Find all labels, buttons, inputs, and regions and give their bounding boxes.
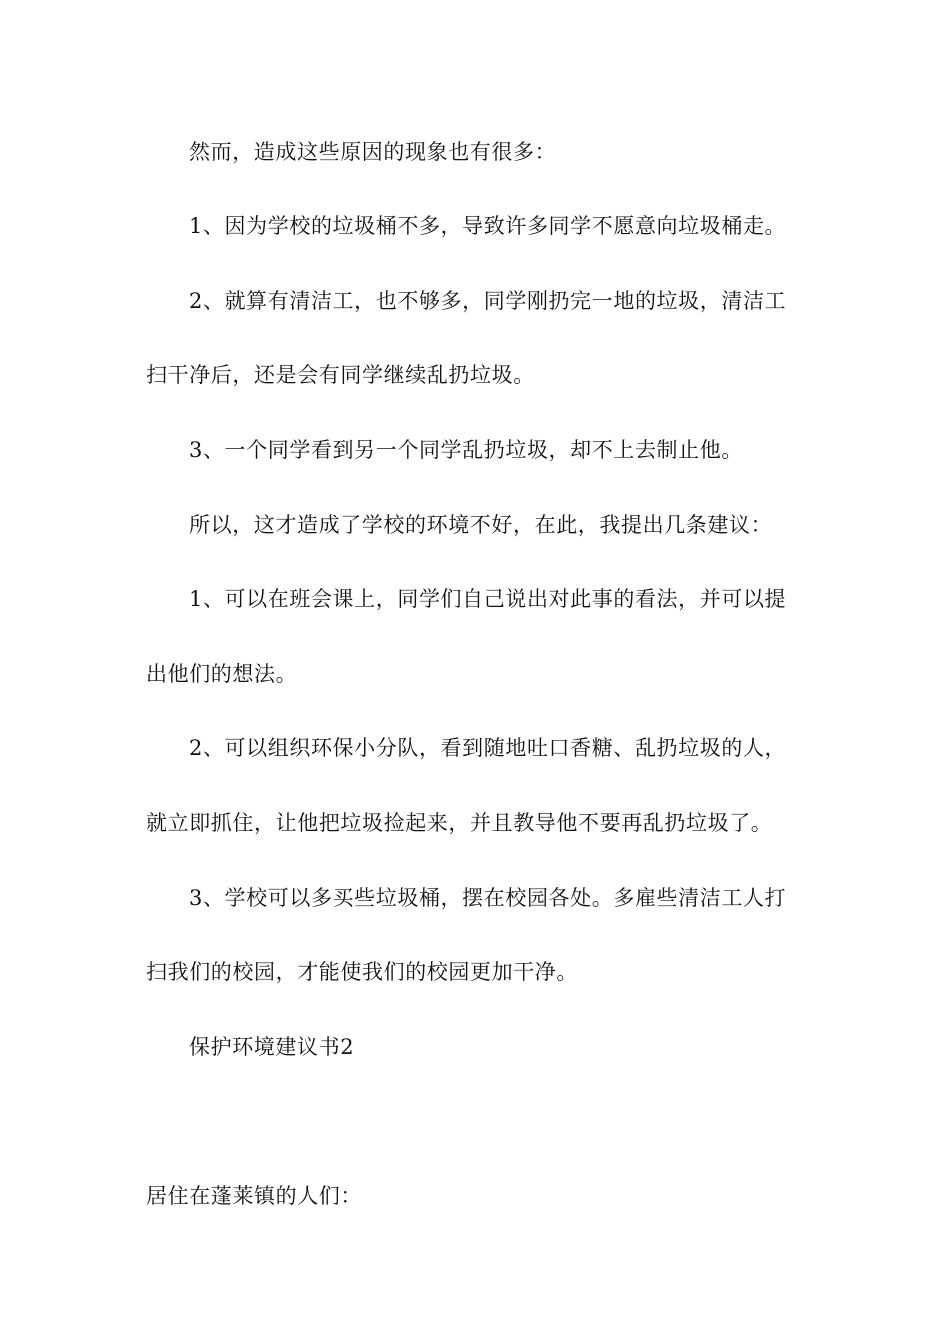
paragraph-line: 3、一个同学看到另一个同学乱扔垃圾，却不上去制止他。 — [189, 438, 743, 462]
salutation: 居住在蓬莱镇的人们： — [146, 1184, 362, 1208]
paragraph-line: 2、就算有清洁工，也不够多，同学刚扔完一地的垃圾，清洁工 — [189, 289, 787, 313]
paragraph-line: 所以，这才造成了学校的环境不好，在此，我提出几条建议： — [189, 513, 773, 537]
paragraph-line: 出他们的想法。 — [146, 662, 298, 686]
section-title: 保护环境建议书2 — [189, 1035, 355, 1059]
paragraph-line: 2、可以组织环保小分队，看到随地吐口香糖、乱扔垃圾的人， — [189, 736, 787, 760]
paragraph-line: 扫干净后，还是会有同学继续乱扔垃圾。 — [146, 363, 535, 387]
paragraph-line: 1、可以在班会课上，同学们自己说出对此事的看法，并可以提 — [189, 587, 787, 611]
paragraph-line: 就立即抓住，让他把垃圾捡起来，并且教导他不要再乱扔垃圾了。 — [146, 811, 773, 835]
paragraph-line: 扫我们的校园，才能使我们的校园更加干净。 — [146, 960, 578, 984]
paragraph-line: 3、学校可以多买些垃圾桶，摆在校园各处。多雇些清洁工人打 — [189, 886, 787, 910]
paragraph-line: 然而，造成这些原因的现象也有很多： — [189, 140, 557, 164]
paragraph-line: 1、因为学校的垃圾桶不多，导致许多同学不愿意向垃圾桶走。 — [189, 214, 787, 238]
